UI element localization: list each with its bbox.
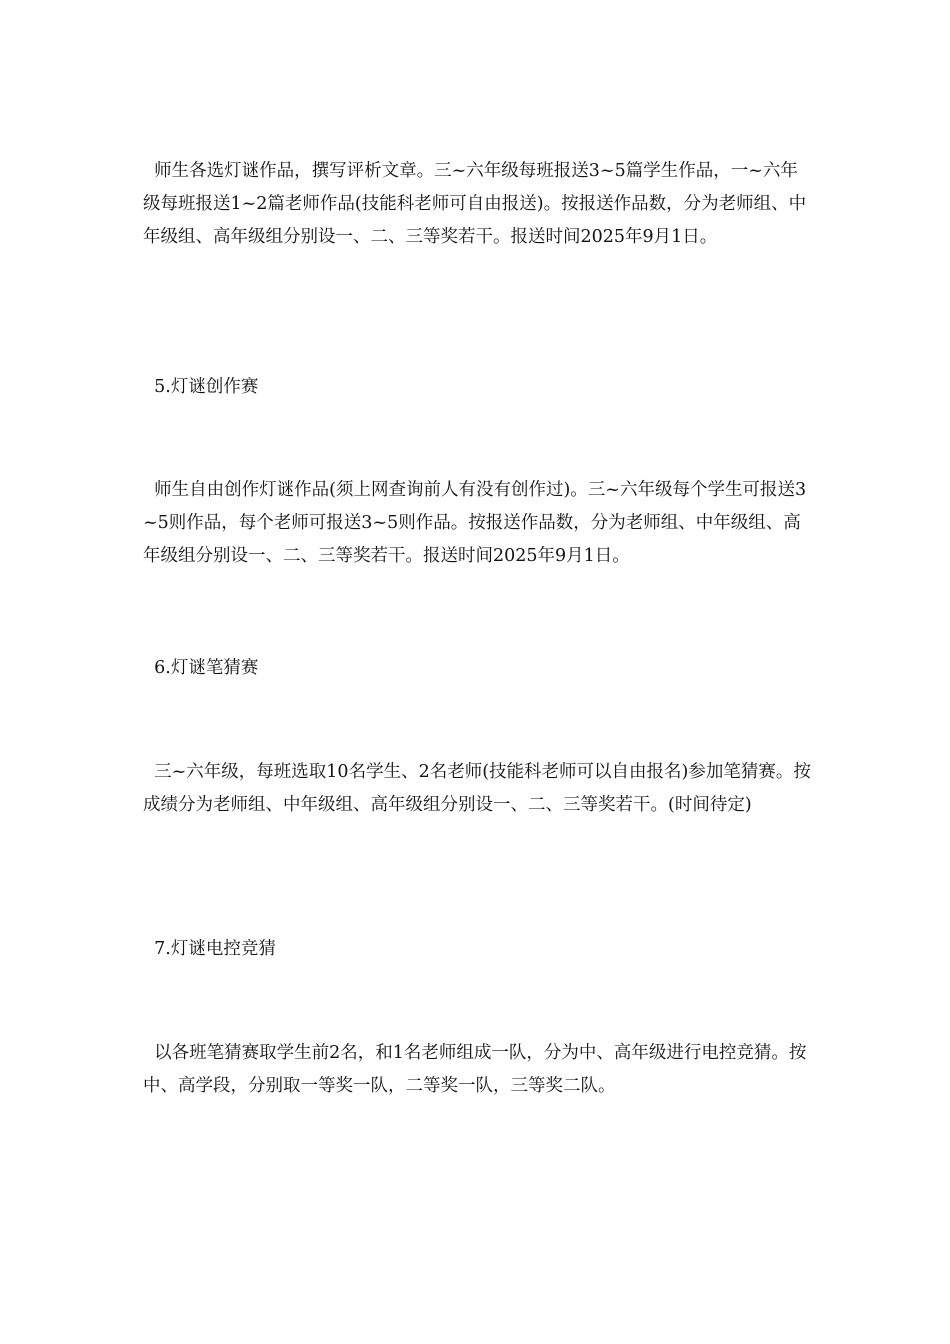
section-heading-written-guessing: 6.灯谜笔猜赛	[143, 658, 259, 678]
section-heading-riddle-creation: 5.灯谜创作赛	[143, 377, 259, 397]
paragraph-riddle-creation: 师生自由创作灯谜作品(须上网查询前人有没有创作过)。三~六年级每个学生可报送3~5则作品，每个老师可报送3~5则作品。按报送作品数，分为老师组、中年级组、高年级组分别设一、二、三等奖若干。报送时间2025年9月1日。	[143, 480, 807, 566]
section-heading-electronic-guessing: 7.灯谜电控竞猜	[143, 939, 276, 959]
paragraph-written-guessing: 三~六年级，每班选取10名学生、2名老师(技能科老师可以自由报名)参加笔猜赛。按成绩分为老师组、中年级组、高年级组分别设一、二、三等奖若干。(时间待定)	[143, 762, 811, 815]
paragraph-electronic-guessing: 以各班笔猜赛取学生前2名，和1名老师组成一队，分为中、高年级进行电控竞猜。按中、高学段，分别取一等奖一队，二等奖一队，三等奖二队。	[143, 1043, 807, 1096]
paragraph-essay-submission: 师生各选灯谜作品，撰写评析文章。三~六年级每班报送3~5篇学生作品，一~六年级每班报送1~2篇老师作品(技能科老师可自由报送)。按报送作品数，分为老师组、中年级组、高年级组分别设一、二、三等奖若干。报送时间2025年9月1日。	[143, 161, 807, 247]
